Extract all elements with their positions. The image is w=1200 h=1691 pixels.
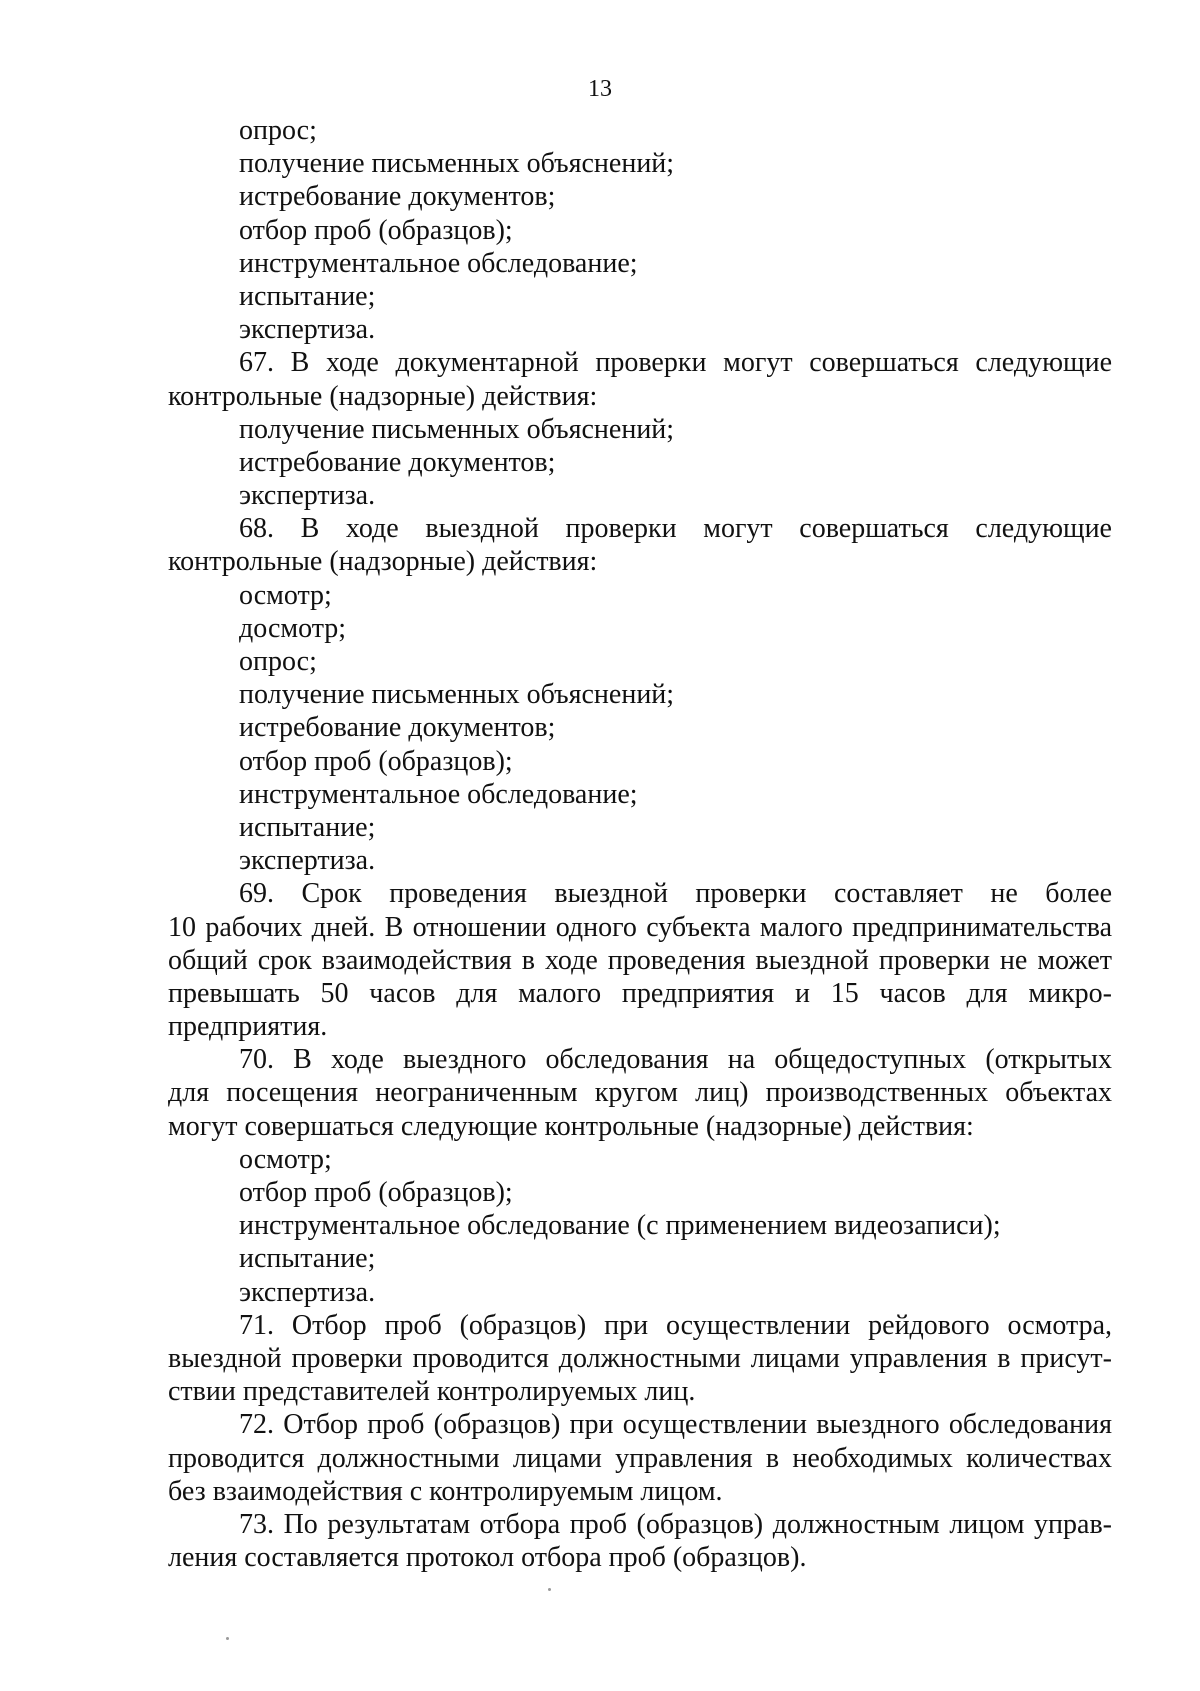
text-line: досмотр; <box>239 612 347 644</box>
text-line: 70. В ходе выездного обследования на общедоступных (открытых <box>239 1044 1112 1076</box>
text-line: для посещения неограниченным кругом лиц) производственных объектах <box>168 1077 1112 1109</box>
text-line: экспертиза. <box>239 1276 376 1308</box>
text-line: получение письменных объяснений; <box>239 148 675 180</box>
text-line: опрос; <box>239 115 317 146</box>
text-line: экспертиза. <box>239 480 376 512</box>
text-line: контрольные (надзорные) действия: <box>168 546 598 578</box>
text-line: истребование документов; <box>239 712 556 744</box>
text-line: отбор проб (образцов); <box>239 214 513 246</box>
text-line: истребование документов; <box>239 446 556 478</box>
text-line: инструментальное обследование; <box>239 247 638 279</box>
text-line: общий срок взаимодействия в ходе проведения выездной проверки не может <box>168 944 1112 976</box>
text-line: отбор проб (образцов); <box>239 1177 513 1208</box>
text-line: экспертиза. <box>239 845 376 877</box>
text-line: 68. В ходе выездной проверки могут совершаться следующие <box>239 513 1112 545</box>
text-line: экспертиза. <box>239 314 376 346</box>
text-line: превышать 50 часов для малого предприятия и 15 часов для микро- <box>168 977 1112 1009</box>
text-line: испытание; <box>239 811 376 843</box>
text-line: контрольные (надзорные) действия: <box>168 380 598 412</box>
text-line: могут совершаться следующие контрольные (надзорные) действия: <box>168 1110 974 1142</box>
text-line: осмотр; <box>239 1143 332 1175</box>
text-line: истребование документов; <box>239 181 556 213</box>
text-line: предприятия. <box>168 1011 328 1043</box>
text-line: 73. По результатам отбора проб (образцов) должностным лицом управ- <box>239 1508 1112 1540</box>
text-line: осмотр; <box>239 579 332 611</box>
text-line: ствии представителей контролируемых лиц. <box>168 1376 696 1408</box>
text-line: отбор проб (образцов); <box>239 745 513 777</box>
text-line: проводится должностными лицами управления в необходимых количествах <box>168 1442 1112 1474</box>
page-number: 13 <box>588 76 612 102</box>
text-line: опрос; <box>239 646 317 677</box>
text-line: испытание; <box>239 280 376 312</box>
text-line: получение письменных объяснений; <box>239 679 675 711</box>
scan-speck <box>548 1588 551 1591</box>
text-line: испытание; <box>239 1243 376 1275</box>
text-line: 10 рабочих дней. В отношении одного субъекта малого предпринимательства <box>168 911 1112 943</box>
text-line: инструментальное обследование; <box>239 778 638 810</box>
text-line: 69. Срок проведения выездной проверки составляет не более <box>239 878 1112 910</box>
text-line: без взаимодействия с контролируемым лицом. <box>168 1475 723 1507</box>
text-line: получение письменных объяснений; <box>239 413 675 445</box>
text-line: ления составляется протокол отбора проб (образцов). <box>168 1542 807 1574</box>
text-line: 72. Отбор проб (образцов) при осуществлении выездного обследования <box>239 1409 1112 1441</box>
text-line: 71. Отбор проб (образцов) при осуществлении рейдового осмотра, <box>239 1309 1112 1341</box>
text-line: инструментальное обследование (с применением видеозаписи); <box>239 1210 1001 1242</box>
text-line: выездной проверки проводится должностными лицами управления в присут- <box>168 1342 1112 1374</box>
scan-speck <box>226 1637 229 1640</box>
document-body <box>168 114 1112 1574</box>
text-line: 67. В ходе документарной проверки могут совершаться следующие <box>239 347 1112 379</box>
